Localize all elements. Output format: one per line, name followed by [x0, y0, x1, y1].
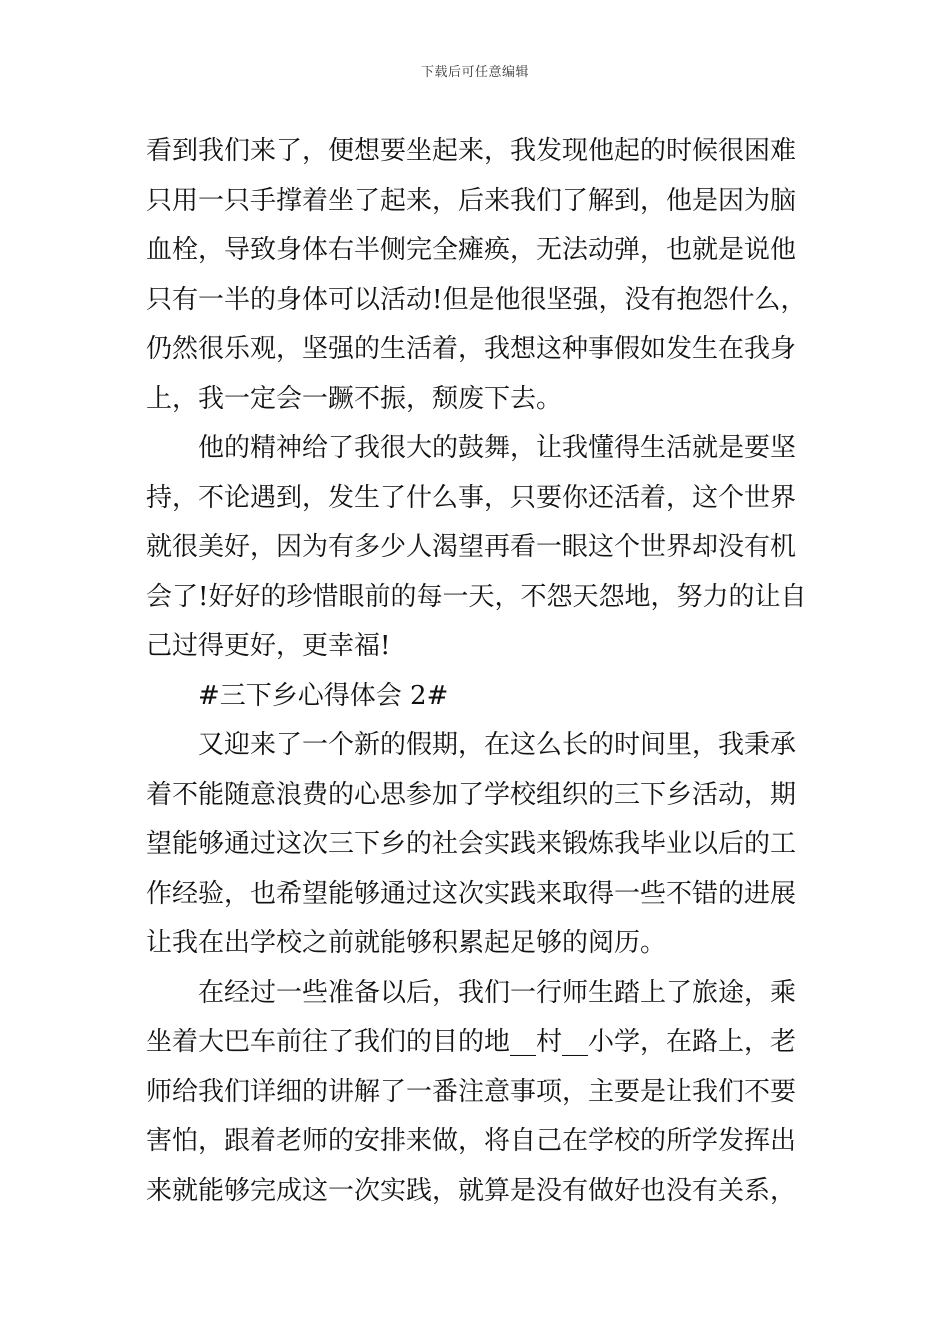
paragraph	[146, 672, 810, 722]
text-line: 就很美好，因为有多少人渴望再看一眼这个世界却没有机	[146, 532, 797, 562]
page-header: 下载后可任意编辑	[420, 65, 529, 80]
text-line: #三下乡心得体会 2#	[198, 680, 449, 711]
text-line: 只有一半的身体可以活动!但是他很坚强，没有抱怨什么，	[146, 284, 807, 315]
paragraph	[146, 969, 810, 1217]
text-line: 作经验，也希望能够通过这次实践来取得一些不错的进展	[146, 878, 797, 909]
text-line: 着不能随意浪费的心思参加了学校组织的三下乡活动，期	[146, 779, 797, 810]
text-line: 望能够通过这次三下乡的社会实践来锻炼我毕业以后的工	[146, 829, 797, 859]
text-line: 会了!好好的珍惜眼前的每一天，不怨天怨地，努力的让自	[146, 581, 807, 612]
paragraph	[146, 127, 810, 424]
text-line: 让我在出学校之前就能够积累起足够的阅历。	[146, 928, 667, 958]
text-line: 在经过一些准备以后，我们一行师生踏上了旅途，乘	[198, 977, 797, 1008]
text-line: 又迎来了一个新的假期，在这么长的时间里，我秉承	[198, 730, 797, 760]
text-line: 害怕，跟着老师的安排来做，将自己在学校的所学发挥出	[146, 1126, 797, 1156]
text-line: 只用一只手撑着坐了起来，后来我们了解到，他是因为脑	[146, 185, 797, 216]
text-line: 持，不论遇到，发生了什么事，只要你还活着，这个世界	[146, 482, 797, 513]
paragraph	[146, 424, 810, 672]
document-body	[146, 127, 810, 1216]
text-line: 己过得更好，更幸福!	[146, 631, 391, 661]
text-line: 看到我们来了，便想要坐起来，我发现他起的时候很困难	[146, 136, 797, 166]
text-line: 上，我一定会一蹶不振，颓废下去。	[146, 383, 563, 414]
text-line: 来就能够完成这一次实践，就算是没有做好也没有关系，	[146, 1175, 797, 1206]
text-line: 仍然很乐观，坚强的生活着，我想这种事假如发生在我身	[146, 334, 797, 364]
text-line: 坐着大巴车前往了我们的目的地__村__小学，在路上，老	[146, 1027, 797, 1057]
text-line: 师给我们详细的讲解了一番注意事项，主要是让我们不要	[146, 1076, 797, 1107]
text-line: 他的精神给了我很大的鼓舞，让我懂得生活就是要坚	[198, 433, 797, 463]
text-line: 血栓，导致身体右半侧完全瘫痪，无法动弹，也就是说他	[146, 235, 797, 265]
paragraph	[146, 721, 810, 969]
